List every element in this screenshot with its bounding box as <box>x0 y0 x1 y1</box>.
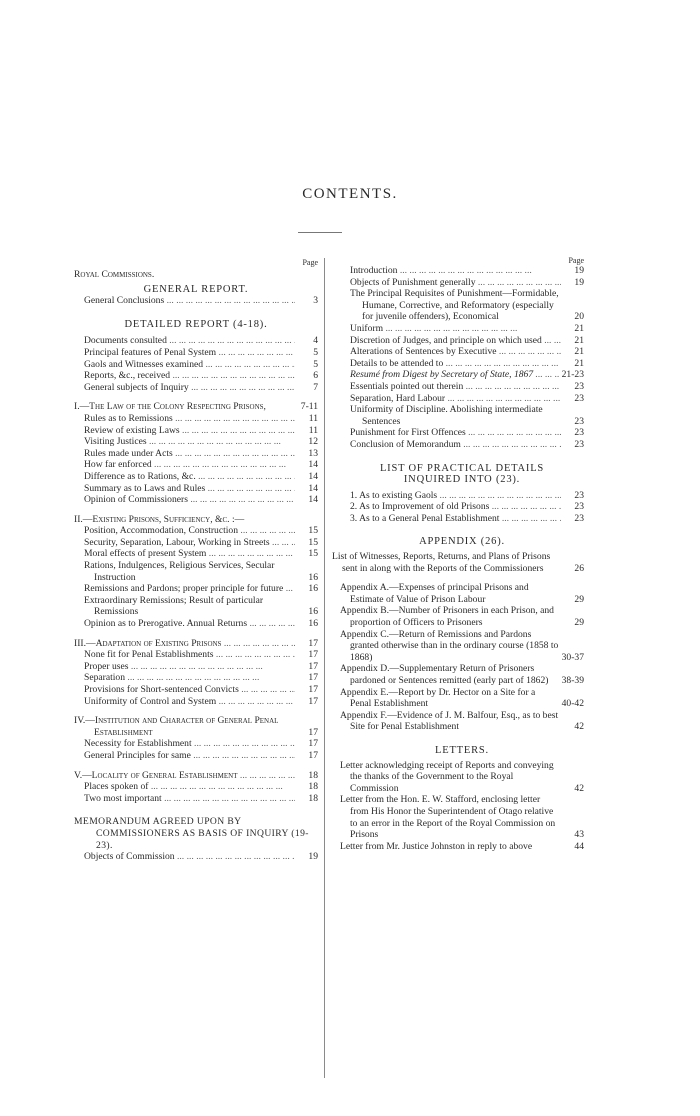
page-column-label: Page <box>568 256 584 265</box>
toc-entry: None fit for Penal Establishments ... 17 <box>74 649 318 661</box>
toc-entry: 1. As to existing Gaols ... 23 <box>340 490 584 502</box>
toc-entry: The Principal Requisites of Punishment—Formidable, Humane, Corrective, and Reformatory (especially for juvenile offenders), Economical 20 <box>350 288 584 323</box>
toc-entry: Difference as to Rations, &c. ... 14 <box>74 471 318 483</box>
toc-entry: Gaols and Witnesses examined ... 5 <box>74 359 318 371</box>
general-report-heading: GENERAL REPORT. <box>143 283 249 295</box>
toc-entry: Security, Separation, Labour, Working in Streets ... 15 <box>74 537 318 549</box>
toc-entry: Introduction ... 19 <box>340 265 584 277</box>
letters-heading: LETTERS. <box>435 744 489 756</box>
toc-entry: Summary as to Laws and Rules ... 14 <box>74 483 318 495</box>
royal-commissions-heading: Royal Commissions. <box>74 269 155 280</box>
section-heading: IV.—Institution and Character of General Penal Establishment 17 <box>74 715 318 738</box>
toc-entry: Extraordinary Remissions; Result of particular Remissions 16 <box>84 594 318 618</box>
toc-entry: Letter from Mr. Justice Johnston in reply to above 44 <box>340 840 584 852</box>
toc-entry: Remissions and Pardons; proper principle for future ... 16 <box>74 583 318 595</box>
toc-entry: Provisions for Short-sentenced Convicts ... 17 <box>74 684 318 696</box>
toc-entry: Documents consulted ... 4 <box>74 335 318 347</box>
toc-entry: Resumé from Digest by Secretary of State, 1867 ... 21-23 <box>340 369 584 381</box>
column-divider <box>324 258 325 1078</box>
toc-entry: General Principles for same ... 17 <box>74 750 318 762</box>
toc-entry: Objects of Punishment generally ... 19 <box>340 277 584 289</box>
toc-entry: Letter acknowledging receipt of Reports and conveying the thanks of the Government to the Royal Commission 42 <box>340 759 584 794</box>
toc-entry: Places spoken of ... 18 <box>74 781 318 793</box>
toc-entry: Review of existing Laws ... 11 <box>74 425 318 437</box>
toc-entry: Necessity for Establishment ... 17 <box>74 738 318 750</box>
toc-entry: Letter from the Hon. E. W. Stafford, enclosing letter from His Honor the Superintendent of Otago relative to an error in the Report of the Royal Commission on Prisons 43 <box>340 794 584 841</box>
section-heading: II.—Existing Prisons, Sufficiency, &c. :— <box>74 513 245 525</box>
memorandum-heading: MEMORANDUM AGREED UPON BY COMMISSIONERS AS BASIS OF INQUIRY (19-23). <box>74 816 309 851</box>
title-rule <box>298 232 342 233</box>
toc-entry: Appendix A.—Expenses of principal Prisons and Estimate of Value of Prison Labour 29 <box>340 582 584 605</box>
toc-entry: Appendix C.—Return of Remissions and Pardons granted otherwise than in the ordinary course (1858 to 1868) 30-37 <box>340 628 584 663</box>
toc-entry: Rules as to Remissions ... 11 <box>74 413 318 425</box>
toc-entry: Appendix D.—Supplementary Return of Prisoners pardoned or Sentences remitted (early part of 1862) 38-39 <box>340 663 584 686</box>
page-title: CONTENTS. <box>302 186 398 202</box>
toc-entry: Alterations of Sentences by Executive ... 21 <box>340 346 584 358</box>
toc-entry: Uniformity of Control and System ... 17 <box>74 696 318 708</box>
toc-entry: Opinion as to Prerogative. Annual Returns ... 16 <box>74 618 318 630</box>
toc-entry: Appendix F.—Evidence of J. M. Balfour, Esq., as to best Site for Penal Establishment 42 <box>340 709 584 733</box>
toc-entry: How far enforced ... 14 <box>74 459 318 471</box>
toc-entry: Proper uses ... 17 <box>74 661 318 673</box>
toc-entry: Discretion of Judges, and principle on which used ... 21 <box>340 335 584 347</box>
toc-entry: General Conclusions ... 3 <box>74 295 318 307</box>
toc-entry: Moral effects of present System ... 15 <box>74 548 318 560</box>
toc-entry: Position, Accommodation, Construction ... 15 <box>74 525 318 537</box>
section-heading: III.—Adaptation of Existing Prisons ... 17 <box>74 638 318 650</box>
toc-entry: Rations, Indulgences, Religious Services, Secular Instruction 16 <box>84 560 318 583</box>
toc-entry: List of Witnesses, Reports, Returns, and Plans of Prisons sent in along with the Reports of the Commissioners 26 <box>332 551 584 574</box>
detailed-report-heading: DETAILED REPORT (4-18). <box>124 318 268 330</box>
toc-entry: Details to be attended to ... 21 <box>340 358 584 370</box>
toc-entry: Appendix E.—Report by Dr. Hector on a Site for a Penal Establishment 40-42 <box>340 686 584 710</box>
appendix-heading: APPENDIX (26). <box>419 536 505 548</box>
toc-entry: General subjects of Inquiry ... 7 <box>74 382 318 394</box>
toc-entry: Punishment for First Offences ... 23 <box>340 427 584 439</box>
toc-entry: Uniform ... 21 <box>340 323 584 335</box>
section-heading: I.—The Law of the Colony Respecting Prisons, 7-11 <box>74 401 318 413</box>
contents-right-column <box>332 256 584 852</box>
toc-entry: Appendix B.—Number of Prisoners in each Prison, and proportion of Officers to Prisoners 29 <box>340 605 584 629</box>
section-heading: V.—Locality of General Establishment ... 18 <box>74 770 318 782</box>
toc-entry: Rules made under Acts ... 13 <box>74 448 318 460</box>
contents-left-column <box>74 258 318 863</box>
toc-entry: Uniformity of Discipline. Abolishing intermediate Sentences 23 <box>350 404 584 427</box>
toc-entry: Opinion of Commissioners ... 14 <box>74 494 318 506</box>
toc-entry: 3. As to a General Penal Establishment ... 23 <box>340 513 584 525</box>
toc-entry: Two most important ... 18 <box>74 793 318 805</box>
toc-entry: 2. As to Improvement of old Prisons ... 23 <box>340 501 584 513</box>
toc-entry: Visiting Justices ... 12 <box>74 436 318 448</box>
toc-entry: Objects of Commission ... 19 <box>74 851 318 863</box>
page-column-label: Page <box>302 258 318 267</box>
toc-entry: Essentials pointed out therein ... 23 <box>340 381 584 393</box>
toc-entry: Reports, &c., received ... 6 <box>74 370 318 382</box>
toc-entry: Separation, Hard Labour ... 23 <box>340 393 584 405</box>
toc-entry: Separation ... 17 <box>74 672 318 684</box>
practical-details-heading: LIST OF PRACTICAL DETAILS INQUIRED INTO (23). <box>379 462 545 486</box>
toc-entry: Conclusion of Memorandum ... 23 <box>340 439 584 451</box>
toc-entry: Principal features of Penal System ... 5 <box>74 347 318 359</box>
